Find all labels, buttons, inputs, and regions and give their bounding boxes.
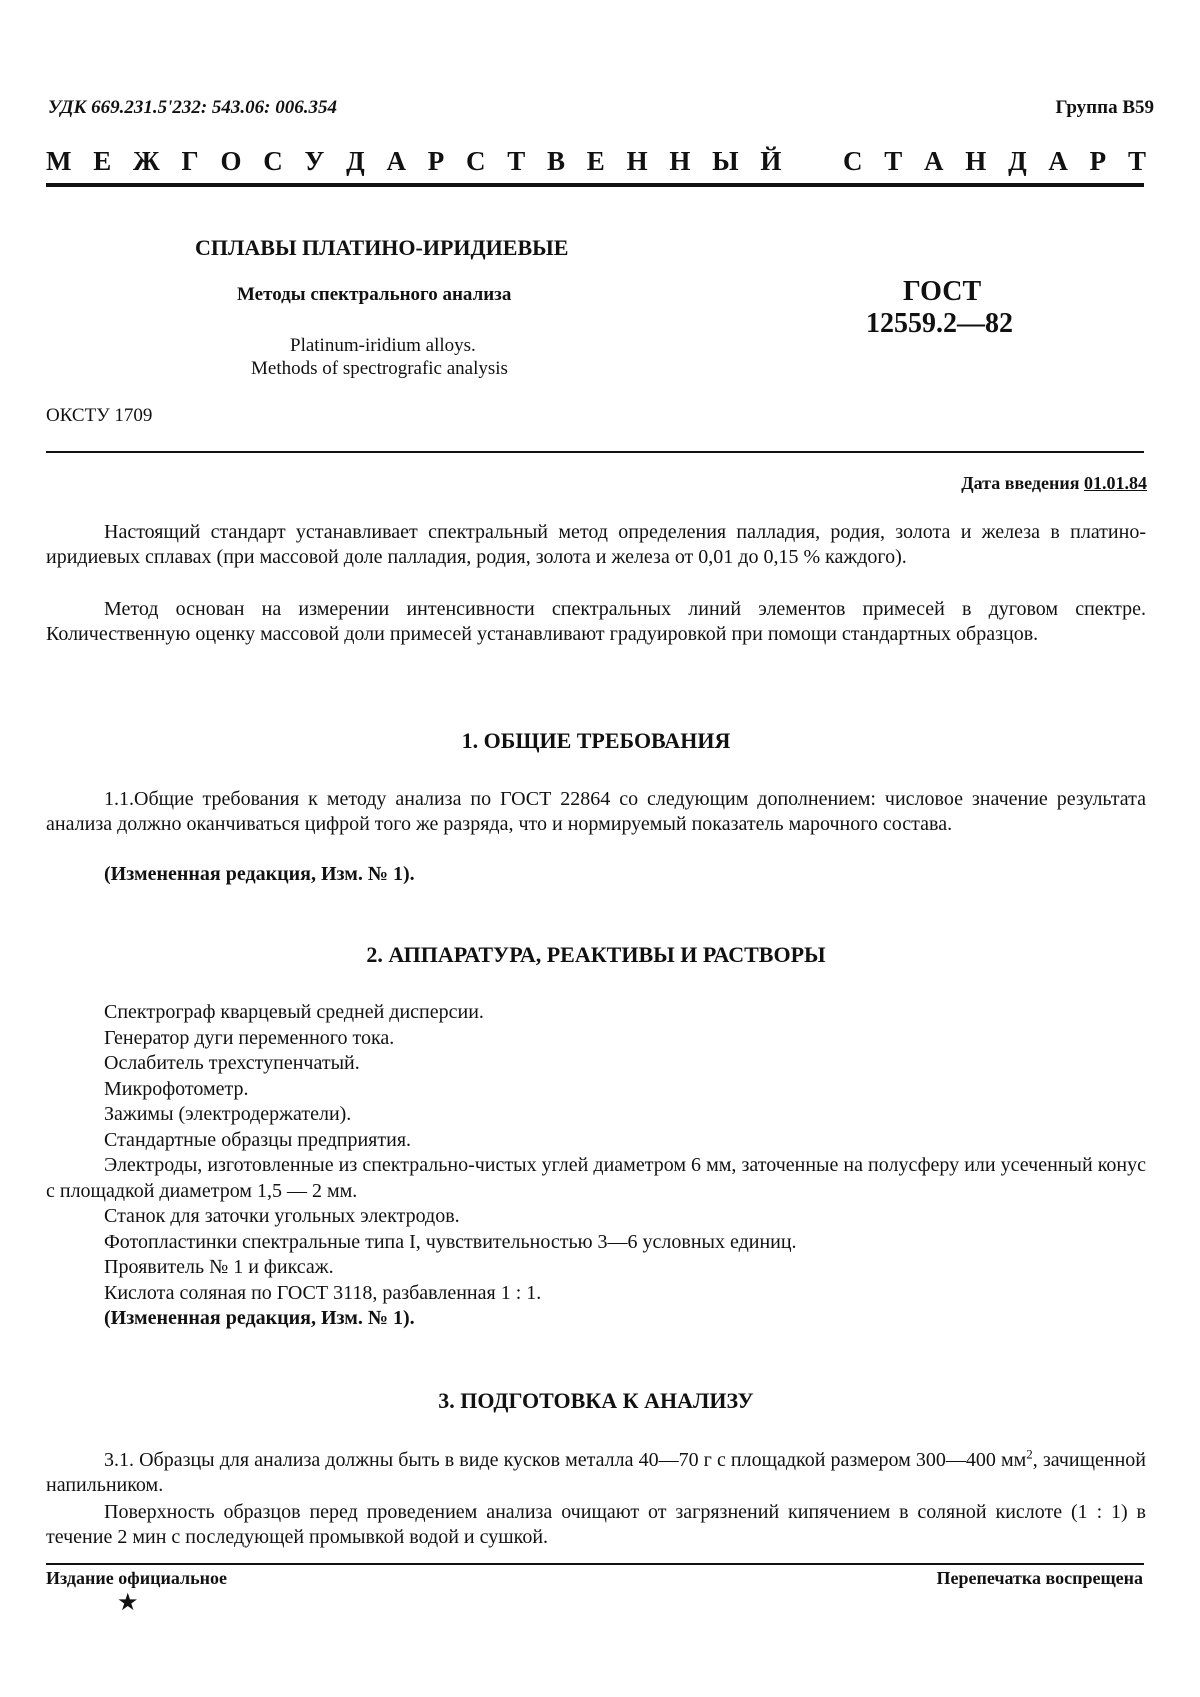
english-title-line1: Platinum-iridium alloys.: [290, 335, 476, 356]
reprint-prohibited-label: Перепечатка воспрещена: [936, 1568, 1143, 1588]
list-item: Электроды, изготовленные из спектрально-чистых углей диаметром 6 мм, заточенные на полусферу или усеченный конус с площадкой диаметром 1,5 — 2 мм.: [46, 1154, 1146, 1202]
banner-letter: А: [1048, 146, 1068, 176]
banner-letter: Т: [507, 146, 526, 176]
banner-letter: С: [465, 146, 486, 176]
introduction-date-label: Дата введения: [961, 473, 1080, 493]
clause-1-1: 1.1.Общие требования к методу анализа по ГОСТ 22864 со следующим дополнением: числовое значение результата анализа должно оканчиваться цифрой того же разряда, что и нормируемый показатель марочного состава.: [46, 788, 1146, 835]
intro-paragraph-2: Метод основан на измерении интенсивности спектральных линий элементов примесей в дуговом спектре. Количественную оценку массовой доли примесей устанавливают градуировкой при помощи стандартных образцов.: [46, 598, 1146, 645]
clause-3-2: Поверхность образцов перед проведением анализа очищают от загрязнений кипячением в соляной кислоте (1 : 1) в течение 2 мин с последующей промывкой водой и сушкой.: [46, 1501, 1146, 1548]
equipment-list: [46, 1000, 1146, 1332]
gost-number: 12559.2—82: [866, 308, 1013, 339]
clause-3-1: [46, 1448, 1146, 1498]
introduction-date: [961, 473, 1147, 494]
list-item: Микрофотометр.: [104, 1077, 249, 1100]
banner-letter: А: [386, 146, 406, 176]
gost-label: ГОСТ: [903, 276, 982, 307]
clause-3-1-text-end: , зачищенной напильником.: [46, 1449, 1146, 1496]
banner-letter: Р: [427, 146, 445, 176]
udk-code: УДК 669.231.5'232: 543.06: 006.354: [48, 97, 338, 118]
banner-letter: Ы: [712, 146, 739, 176]
banner-letter: Й: [760, 146, 782, 176]
section-3-heading: 3. ПОДГОТОВКА К АНАЛИЗУ: [438, 1388, 754, 1413]
banner-letter: Ж: [133, 146, 160, 176]
document-title: СПЛАВЫ ПЛАТИНО-ИРИДИЕВЫЕ: [195, 235, 569, 260]
section-1-change-note: (Измененная редакция, Изм. № 1).: [104, 863, 415, 885]
banner-letter: М: [46, 146, 72, 176]
list-item: Кислота соляная по ГОСТ 3118, разбавленная 1 : 1.: [104, 1281, 542, 1304]
list-item: Стандартные образцы предприятия.: [104, 1128, 412, 1151]
star-icon: ★: [117, 1590, 139, 1616]
section-2-change-note: (Измененная редакция, Изм. № 1).: [104, 1307, 415, 1329]
list-item: Спектрограф кварцевый средней дисперсии.: [104, 1001, 484, 1023]
banner-letter: Н: [669, 146, 691, 176]
banner-letter: Р: [1089, 146, 1107, 176]
list-item: Ослабитель трехступенчатый.: [104, 1052, 360, 1074]
banner-letter: Д: [346, 146, 365, 176]
banner-letter: У: [304, 146, 325, 176]
group-code: Группа В59: [1055, 97, 1154, 118]
official-edition-label: Издание официальное: [46, 1568, 227, 1588]
footer-rule: [46, 1563, 1144, 1565]
banner-letter: С: [842, 146, 863, 176]
banner-letter: Т: [1127, 146, 1146, 176]
banner-letter: Е: [586, 146, 605, 176]
banner-letter: Н: [965, 146, 987, 176]
banner-letter: Н: [626, 146, 648, 176]
squared-superscript: 2: [1026, 1446, 1033, 1462]
banner-letter: А: [924, 146, 944, 176]
section-2-heading: 2. АППАРАТУРА, РЕАКТИВЫ И РАСТВОРЫ: [366, 942, 826, 967]
header-rule: [46, 183, 1144, 187]
section-1-heading: 1. ОБЩИЕ ТРЕБОВАНИЯ: [461, 728, 731, 753]
banner-letter: Е: [93, 146, 112, 176]
banner-letter: Д: [1008, 146, 1027, 176]
intro-paragraph-1: Настоящий стандарт устанавливает спектральный метод определения палладия, родия, золота и железа в платино-иридиевых сплавах (при массовой доле палладия, родия, золота и железа от 0,01 до 0,15 % каждого).: [46, 521, 1146, 568]
english-title-line2: Methods of spectrografic analysis: [251, 358, 508, 379]
list-item: Генератор дуги переменного тока.: [104, 1026, 395, 1049]
list-item: Станок для заточки угольных электродов.: [104, 1205, 460, 1227]
list-item: Фотопластинки спектральные типа I, чувствительностью 3—6 условных единиц.: [104, 1230, 797, 1253]
document-subtitle: Методы спектрального анализа: [237, 284, 512, 305]
list-item: Зажимы (электродержатели).: [104, 1103, 352, 1125]
banner-letter: Г: [181, 146, 199, 176]
banner-letter: О: [220, 146, 242, 176]
clause-3-1-text: 3.1. Образцы для анализа должны быть в виде кусков металла 40—70 г с площадкой размером 300—400 мм: [104, 1449, 1027, 1471]
list-item: Проявитель № 1 и фиксаж.: [104, 1256, 334, 1278]
banner-gap: [803, 146, 821, 177]
okstu-code: ОКСТУ 1709: [46, 405, 153, 426]
banner-letter: В: [547, 146, 566, 176]
title-rule: [46, 451, 1144, 453]
banner-letter: С: [263, 146, 283, 176]
banner-letter: Т: [884, 146, 903, 176]
interstate-standard-banner: [46, 146, 1146, 177]
introduction-date-value: 01.01.84: [1084, 473, 1147, 493]
